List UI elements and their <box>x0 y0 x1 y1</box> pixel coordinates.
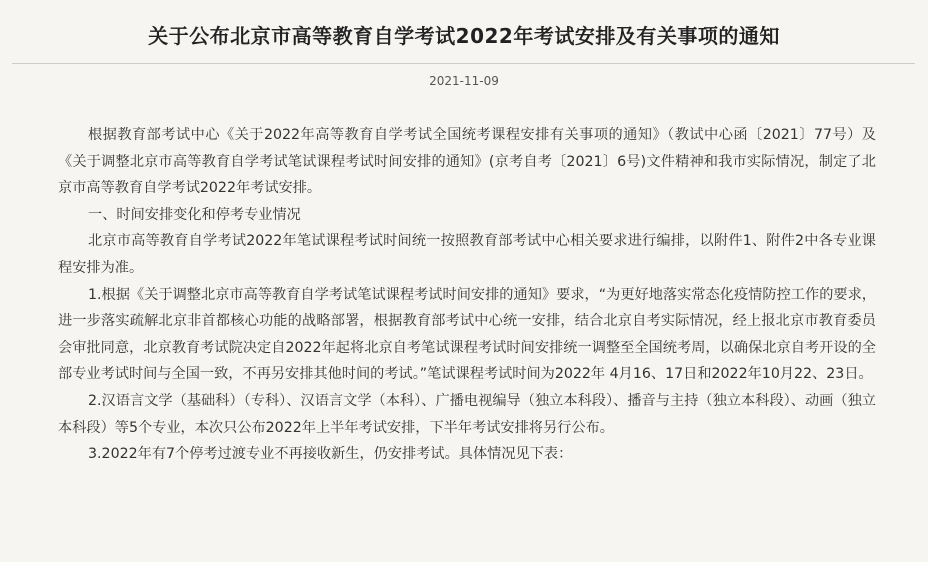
body-paragraph: 北京市高等教育自学考试2022年笔试课程考试时间统一按照教育部考试中心相关要求进行编排，以附件1、附件2中各专业课程安排为准。 <box>58 233 876 276</box>
intro-paragraph: 根据教育部考试中心《关于2022年高等教育自学考试全国统考课程安排有关事项的通知》（教试中心函〔2021〕77号）及《关于调整北京市高等教育自学考试笔试课程考试时间安排的通知》(京考自考〔2021〕6号)文件精神和我市实际情况，制定了北京市高等教育自学考试2022年考试安排。 <box>58 127 876 197</box>
title-divider <box>12 63 915 64</box>
page-title: 关于公布北京市高等教育自学考试2022年考试安排及有关事项的通知 <box>148 24 780 48</box>
body-paragraph: 3.2022年有7个停考过渡专业不再接收新生，仍安排考试。具体情况见下表： <box>88 446 573 463</box>
body-paragraph: 1.根据《关于调整北京市高等教育自学考试笔试课程考试时间安排的通知》要求，“为更好地落实常态化疫情防控工作的要求，进一步落实疏解北京非首都核心功能的战略部署，根据教育部考试中心统一安排，结合北京自考实际情况，经上报北京市教育委员会审批同意，北京教育考试院决定自2022年起将北京自考笔试课程考试时间安排统一调整至全国统考周，以确保北京自考开设的全部专业考试时间与全国一致，不再另安排其他时间的考试。”笔试课程考试时间为2022年 4月16、17日和2022年10月22、23日。 <box>58 286 876 383</box>
body-paragraph: 2.汉语言文学（基础科）（专科）、汉语言文学（本科）、广播电视编导（独立本科段）、播音与主持（独立本科段）、动画（独立本科段）等5个专业，本次只公布2022年上半年考试安排，下半年考试安排将另行公布。 <box>58 392 876 436</box>
article-body <box>58 122 876 468</box>
section-heading: 一、时间安排变化和停考专业情况 <box>88 206 301 223</box>
publish-date: 2021-11-09 <box>429 74 499 88</box>
